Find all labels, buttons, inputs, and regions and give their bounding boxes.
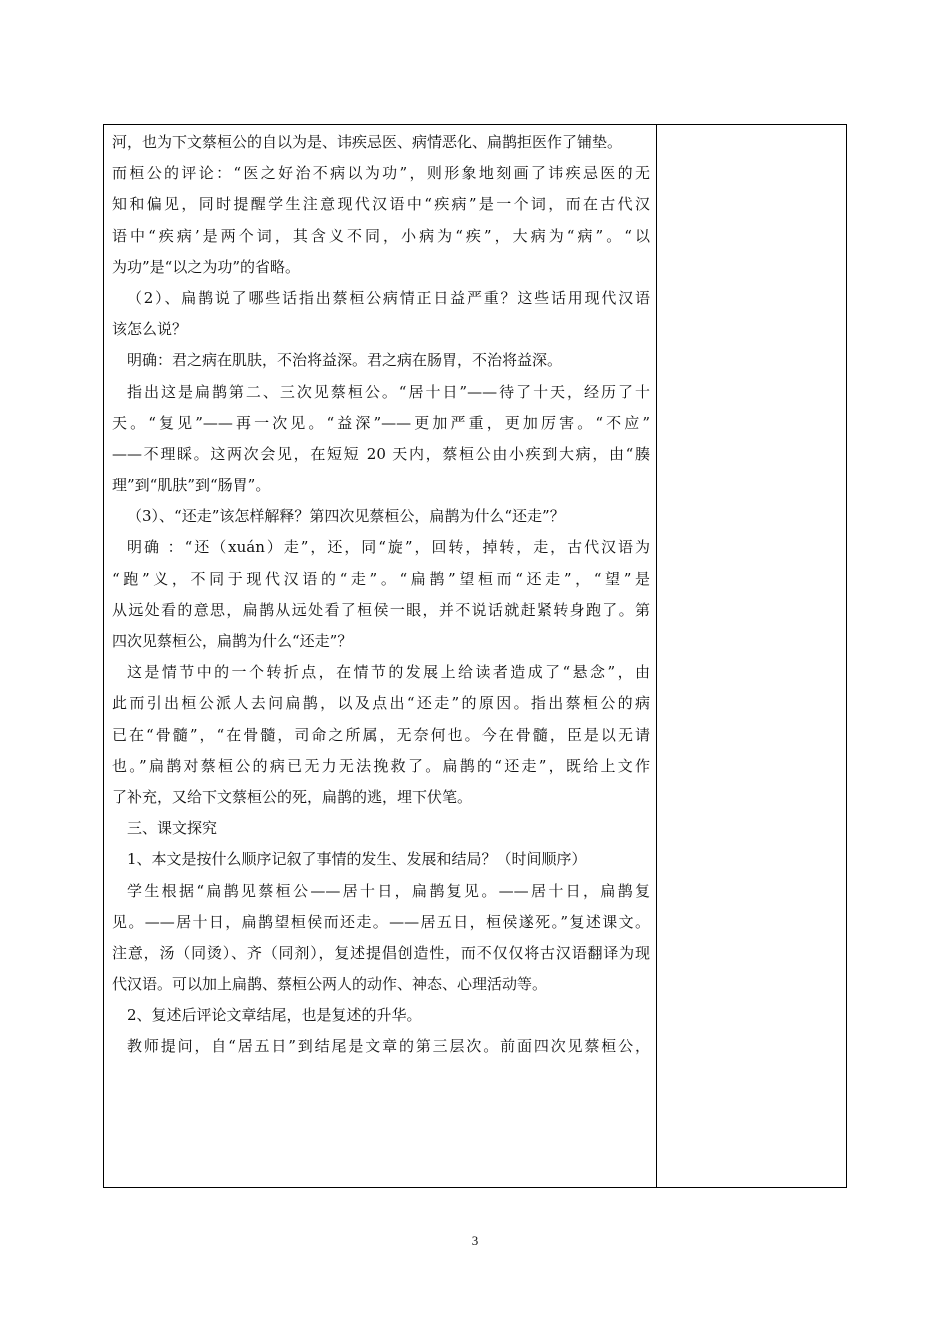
page-number: 3 (471, 1233, 479, 1248)
text-line: 此而引出桓公派人去问扁鹊，以及点出“还走”的原因。指出蔡桓公的病 (112, 694, 650, 713)
text-line: 四次见蔡桓公，扁鹊为什么“还走”？ (112, 632, 353, 650)
text-line: 注意，汤（同烫）、齐（同剂），复述提倡创造性，而不仅仅将古汉语翻译为现 (112, 943, 650, 962)
text-line: 这是情节中的一个转折点，在情节的发展上给读者造成了“悬念”，由 (127, 663, 650, 682)
text-line: “跑”义，不同于现代汉语的“走”。“扁鹊”望桓而“还走”，“望”是 (112, 569, 650, 588)
text-line: 明确 ：“还（xuán）走”，还，同“旋”，回转，掉转，走，古代汉语为 (127, 538, 650, 557)
lesson-table (103, 124, 847, 1188)
text-line: 明确：君之病在肌肤，不治将益深。君之病在肠胃，不治将益深。 (127, 351, 563, 370)
text-line: 了补充，又给下文蔡桓公的死，扁鹊的逃，埋下伏笔。 (112, 787, 473, 806)
text-line: 学生根据“扁鹊见蔡桓公——居十日，扁鹊复见。——居十日，扁鹊复 (127, 881, 650, 900)
text-line: 而桓公的评论：“医之好治不病以为功”，则形象地刻画了讳疾忌医的无 (112, 164, 650, 183)
text-line: ——不理睬。这两次会见，在短短 20 天内，蔡桓公由小疾到大病，由“腠 (112, 444, 650, 463)
text-line: 理”到“肌肤”到“肠胃”。 (112, 476, 271, 495)
text-line: 从远处看的意思，扁鹊从远处看了桓侯一眼，并不说话就赶紧转身跑了。第 (112, 600, 650, 619)
text-line: 教师提问，自“居五日”到结尾是文章的第三层次。前面四次见蔡桓公， (127, 1037, 650, 1056)
text-line: 天。“复见”——再一次见。“益深”——更加严重，更加厉害。“不应” (112, 413, 650, 432)
section-heading: 三、课文探究 (127, 819, 218, 838)
text-line: 代汉语。可以加上扁鹊、蔡桓公两人的动作、神态、心理活动等。 (112, 975, 548, 994)
text-line: 河，也为下文蔡桓公的自以为是、讳疾忌医、病情恶化、扁鹊拒医作了铺垫。 (112, 133, 623, 151)
lesson-content-cell (112, 127, 650, 1063)
text-line: 见。——居十日，扁鹊望桓侯而还走。——居五日，桓侯遂死。”复述课文。 (112, 912, 650, 931)
column-divider (656, 125, 657, 1187)
text-line: （3）、“还走”该怎样解释？第四次见蔡桓公，扁鹊为什么“还走”？ (127, 507, 565, 526)
text-line: 1、本文是按什么顺序记叙了事情的发生、发展和结局？（时间顺序） (127, 850, 587, 869)
text-line: 语中“疾病’是两个词，其含义不同，小病为“疾”，大病为“病”。“以 (112, 226, 650, 245)
text-line: 2、复述后评论文章结尾，也是复述的升华。 (127, 1006, 422, 1025)
text-line: 也。”扁鹊对蔡桓公的病已无力无法挽救了。扁鹊的“还走”，既给上文作 (112, 756, 650, 775)
text-line: 已在“骨髓”，“在骨髓，司命之所属，无奈何也。今在骨髓，臣是以无请 (112, 725, 650, 744)
text-line: 该怎么说？ (112, 320, 188, 339)
text-line: 为功”是“以之为功”的省略。 (112, 257, 301, 276)
text-line: （2）、扁鹊说了哪些话指出蔡桓公病情正日益严重？这些话用现代汉语 (127, 288, 650, 307)
text-line: 指出这是扁鹊第二、三次见蔡桓公。“居十日”——待了十天，经历了十 (127, 382, 650, 401)
text-line: 知和偏见，同时提醒学生注意现代汉语中“疾病”是一个词，而在古代汉 (112, 195, 650, 214)
